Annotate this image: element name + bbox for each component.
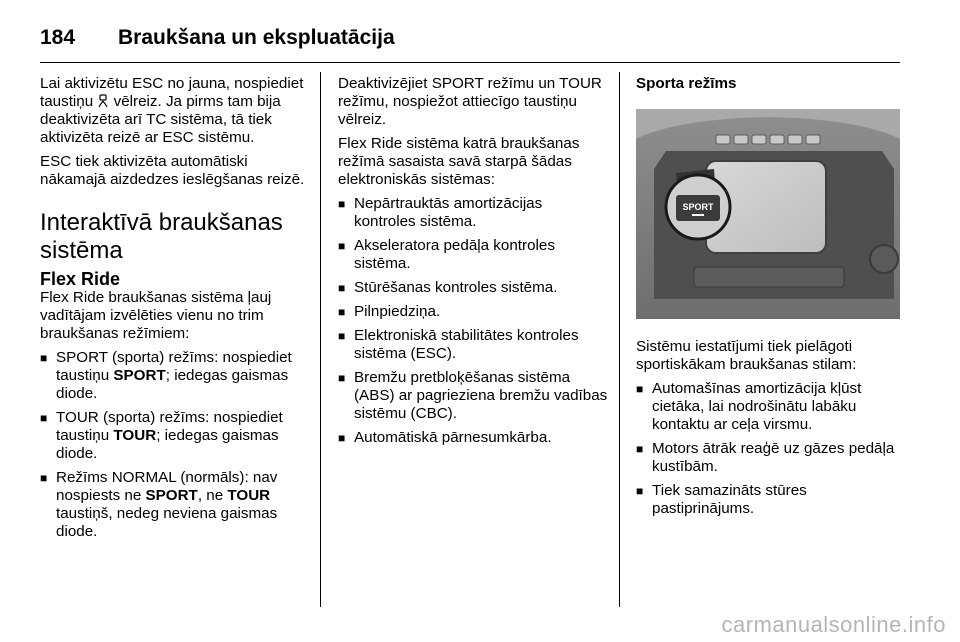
list-item: ■ TOUR (sporta) režīms: nospiediet taustiņu TOUR; iedegas gaismas diode. [40, 409, 310, 463]
paragraph-systems-intro: Flex Ride sistēma katrā braukšanas režīmā sasaista savā starpā šādas elektroniskās sistēmas: [338, 135, 580, 188]
list-item: ■ SPORT (sporta) režīms: nospiediet taustiņu SPORT; iedegas gaismas diode. [40, 349, 310, 403]
paragraph-deactivate: Deaktivizējiet SPORT režīmu un TOUR režīmu, nospiežot attiecīgo taustiņu vēlreiz. [338, 75, 602, 128]
column-divider-2 [619, 72, 620, 607]
column-3 [636, 75, 904, 524]
list-item: ■ Automašīnas amortizācija kļūst cietāka, lai nodrošinātu labāku kontaktu ar ceļa virsmu. [636, 380, 904, 434]
section-heading: Interaktīvā braukšanas sistēma [40, 209, 283, 264]
list-item: ■ Motors ātrāk reaģē uz gāzes pedāļa kustībām. [636, 440, 904, 476]
list-item: ■ Elektroniskā stabilitātes kontroles sistēma (ESC). [338, 327, 608, 363]
sport-button-illustration [636, 109, 900, 319]
page-title: Braukšana un ekspluatācija [118, 26, 395, 49]
esc-off-icon [97, 94, 109, 108]
column-2 [338, 75, 608, 453]
paragraph-esc-auto: ESC tiek aktivizēta automātiski nākamajā aizdedzes ieslēgšanas reizē. [40, 153, 305, 188]
list-item: ■ Bremžu pretbloķēšanas sistēma (ABS) ar pagrieziena bremžu vadības sistēmu (CBC). [338, 369, 608, 423]
list-item: ■ Akseleratora pedāļa kontroles sistēma. [338, 237, 608, 273]
sport-effects-list [636, 380, 904, 518]
list-item: ■ Pilnpiedziņa. [338, 303, 608, 321]
list-item: ■ Stūrēšanas kontroles sistēma. [338, 279, 608, 297]
paragraph-intro: Flex Ride braukšanas sistēma ļauj vadītājam izvēlēties vienu no trim braukšanas režīmiem: [40, 289, 272, 342]
header-rule [40, 62, 900, 63]
column-divider-1 [320, 72, 321, 607]
paragraph-sport-intro: Sistēmu iestatījumi tiek pielāgoti sportiskākam braukšanas stilam: [636, 338, 857, 373]
watermark: carmanualsonline.info [721, 612, 946, 637]
list-item: ■ Režīms NORMAL (normāls): nav nospiests ne SPORT, ne TOUR taustiņš, nedeg neviena gaismas diode. [40, 469, 310, 541]
column-1 [40, 75, 310, 547]
paragraph-esc-reactivate: Lai aktivizētu ESC no jauna, nospiediet taustiņu vēlreiz. Ja pirms tam bija deaktivizēta arī TC sistēma, tā tiek aktivizēta reizē ar ESC sistēmu. [40, 75, 304, 146]
sport-mode-heading: Sporta režīms [636, 75, 737, 92]
page-header [40, 18, 395, 58]
subsection-heading: Flex Ride [40, 269, 121, 289]
page-number: 184 [40, 26, 76, 49]
list-item: ■ Automātiskā pārnesumkārba. [338, 429, 608, 447]
image-sport-label: SPORT [682, 202, 714, 212]
mode-list [40, 349, 310, 541]
list-item: ■ Nepārtrauktās amortizācijas kontroles sistēma. [338, 195, 608, 231]
list-item: ■ Tiek samazināts stūres pastiprinājums. [636, 482, 904, 518]
systems-list [338, 195, 608, 447]
